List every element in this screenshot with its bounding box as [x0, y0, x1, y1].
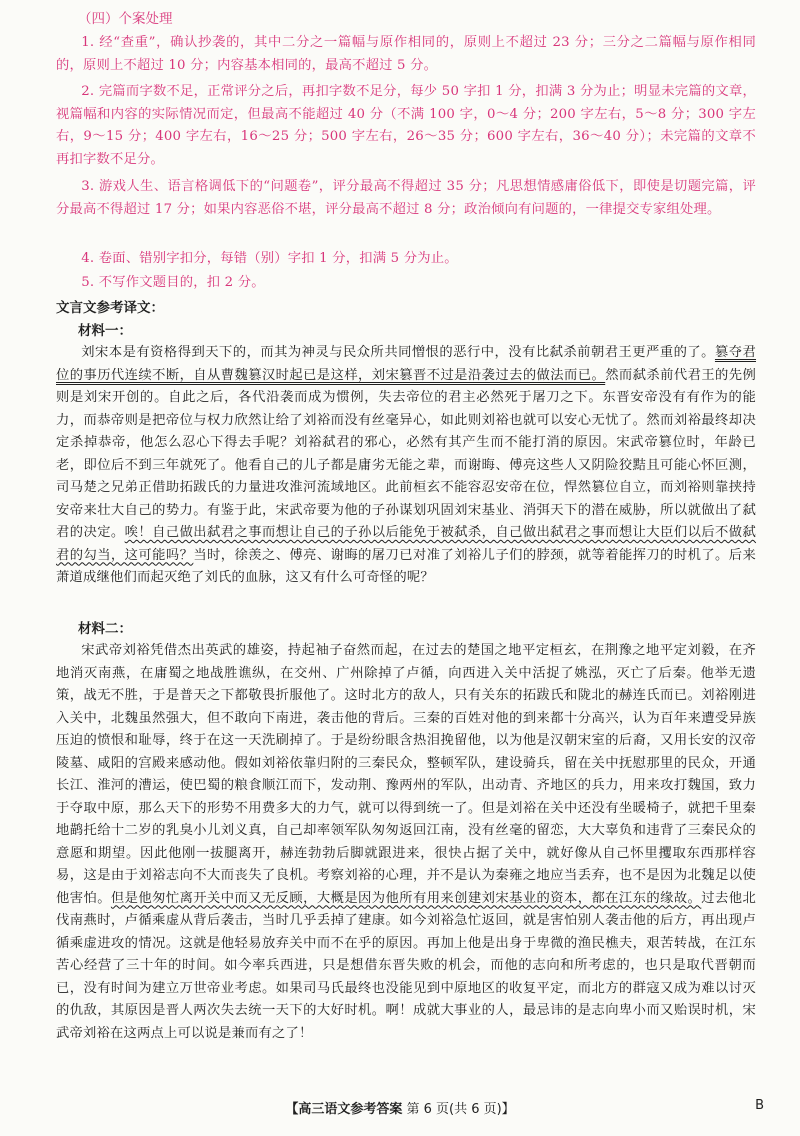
m1-underlined-b: 唉！自己做出弑君之事而想让自己的子孙以后能免于被弑杀，自己做出弑君之事而想让大臣们以后不做弑君的勾当，这可能吗？ — [56, 525, 757, 563]
m2-text-b: 过去他北伐南燕时，卢循乘虚从背后袭击，当时几乎丢掉了建康。如今刘裕急忙返回，就是害怕别人袭击他的后方，再出现卢循乘虚进攻的情况。这就是他轻易放弃关中而不在乎的原因。再加上他是出身于卑微的渔民樵夫，艰苦转战，在江东苦心经营了三十年的时间。如今率兵西进，只是想借东晋失败的机会，而他的志向和所考虑的，也只是取代晋朝而已，没有时间为建立万世帝业考虑。如果司马氏最终也没能见到中原地区的收复平定，而北方的群寇又成为难以讨灭的仇敌，其原因是晋人两次失去统一天下的大好时机。啊！成就大事业的人，最忌讳的是志向卑小而又贻误时机，宋武帝刘裕在这两点上可以说是兼而有之了！ — [56, 890, 756, 1041]
page-footer — [0, 1098, 800, 1117]
m2-text-a: 宋武帝刘裕凭借杰出英武的雄姿，持起袖子奋然而起，在过去的楚国之地平定桓玄，在荆豫之地平定刘毅，在齐地消灭南燕，在庸蜀之地战胜谯纵，在交州、广州除掉了卢循，向西进入关中活捉了姚泓，灭亡了后秦。他举无遗策，战无不胜，于是普天之下都敬畏折服他了。这时北方的敌人，只有关东的拓跋氏和陇北的赫连氏而已。刘裕刚进入关中，北魏虽然强大，但不敢向下南进，袭击他的背后。三秦的百姓对他的到来都十分高兴，认为百年来遭受异族压迫的愤恨和耻辱，终于在这一天洗刷掉了。于是纷纷眼含热泪挽留他，以为他是汉朝宋室的后裔，又用长安的汉帝陵墓、咸阳的宫殿来感动他。假如刘裕依靠归附的三秦民众，整顿军队，建设骑兵，留在关中抚慰那里的民众，开通长江、淮河的漕运，使巴蜀的粮食顺江而下，发动荆、豫两州的军队，出动青、齐地区的兵力，用来攻打魏国，致力于夺取中原，那么天下的形势不用费多大的力气，就可以得到统一了。但是刘裕在关中还没有坐暖椅子，就把千里秦地鹋托给十二岁的乳臭小儿刘义真，自己却率领军队匆匆返回江南，没有丝毫的留恋，大大辜负和违背了三秦民众的意愿和期望。因此他刚一拔腿离开，赫连勃勃后脚就跟进来，很快占据了关中，就好像从自己怀里攫取东西那样容易，这是由于刘裕志向不大而丧失了良机。考察刘裕的心理，并不是认为秦雍之地应当丢弃，也不是因为北魏足以使他害怕。 — [56, 643, 756, 906]
material-two-title: 材料二： — [78, 621, 132, 637]
m1-text-b: 然而弑杀前代君王的先例则是刘宋开创的。自此之后，各代沿袭而成为惯例，失去帝位的君主必然死于屠刀之下。东晋安帝没有有作为的能力，而恭帝则是把帝位与权力欣然让给了刘裕而没有丝毫异心，如此则刘裕也就可以安心无忧了。然而刘裕最终却决定杀掉恭帝，他怎么忍心下得去手呢？刘裕弑君的邪心，必然有其产生而不能打消的原因。宋武帝篡位时，年龄已老，即位后不到三年就死了。他看自己的儿子都是庸劣无能之辈，而谢晦、傅亮这些人又阴险狡黠且可能心怀叵测，司马楚之兄弟正借助拓跋氏的力量进攻淮河流域地区。此前桓玄不能容忍安帝在位，悍然篡位自立，而刘裕则靠挟持安帝来壮大自己的势力。有鉴于此，宋武帝要为他的子孙谋划巩固刘宋基业、消弭天下的潜在威胁，所以就做出了弑君的决定。 — [56, 367, 756, 540]
footer-page: 第 6 页(共 6 页)】 — [406, 1102, 515, 1117]
scoring-item-5: 5. 不写作文题目的，扣 2 分。 — [81, 275, 265, 290]
section-title: （四）个案处理 — [78, 11, 173, 27]
scoring-item-2: 2. 完篇而字数不足，正常评分之后，再扣字数不足分，每少 50 字扣 1 分，扣满 3 分为止；明显未完篇的文章，视篇幅和内容的实际情况而定，但最高不能超过 40 分（不满 100 字，0～4 分；200 字左右，5～8 分；300 字左右，9～15 分；400 字左右，16～25 分；500 字左右，26～35 分；600 字左右，36～40 分）；未完篇的文章不再扣字数不足分。 — [56, 84, 756, 167]
translation-heading: 文言文参考译文： — [56, 300, 164, 316]
m1-text-c: 当时，徐羡之、傅亮、谢晦的屠刀已对准了刘裕儿子们的脖颈，就等着能挥刀的时机了。后来萧道成继他们而起灭绝了刘氏的血脉，这又有什么可奇怪的呢？ — [56, 547, 757, 585]
m1-text-a: 刘宋本是有资格得到天下的，而其为神灵与民众所共同憎恨的恶行中，没有比弑杀前朝君王更严重的了。 — [81, 345, 715, 360]
scoring-item-1: 1. 经“查重”，确认抄袭的，其中二分之一篇幅与原作相同的，原则上不超过 23 分；三分之二篇幅与原作相同的，原则上不超过 10 分；内容基本相同的，最高不超过 5 分。 — [56, 35, 756, 73]
material-two-paragraph — [56, 640, 756, 1045]
scoring-item-4: 4. 卷面、错别字扣分，每错（别）字扣 1 分，扣满 5 分为止。 — [81, 251, 458, 266]
m2-underlined: 但是他匆忙离开关中而又无反顾，大概是因为他所有用来创建刘宋基业的资本，都在江东的缘故。 — [110, 890, 702, 906]
material-one-paragraph — [56, 342, 756, 590]
scoring-item-3: 3. 游戏人生、语言格调低下的“问题卷”，评分最高不得超过 35 分；凡思想情感庸俗低下，即使是切题完篇，评分最高不得超过 17 分；如果内容恶俗不堪，评分最高不超过 8 分；政治倾向有问题的，一律提交专家组处理。 — [56, 179, 756, 217]
paper-version: B — [755, 1098, 764, 1113]
material-one-title: 材料一： — [78, 323, 132, 339]
footer-title: 【高三语文参考答案 — [285, 1102, 403, 1117]
m1-underlined-a: 篡夺君位的事历代连续不断，自从曹魏篡汉时起已是这样，刘宋篡晋不过是沿袭过去的做法而已。 — [56, 345, 757, 383]
